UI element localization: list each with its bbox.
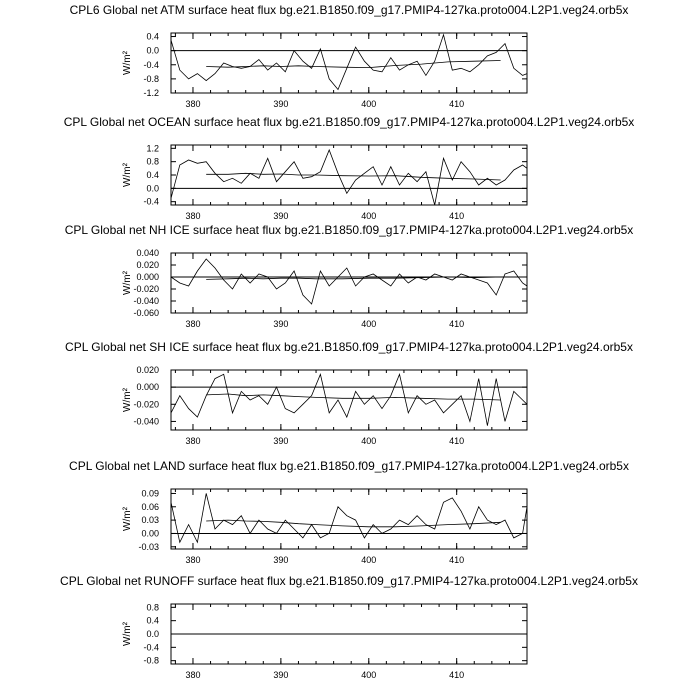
chart-panel [69,459,629,565]
x-tick-label: 390 [273,319,289,329]
x-tick-label: 390 [273,99,289,109]
y-axis-label: W/m² [122,388,133,412]
y-tick-label: -0.040 [133,416,159,427]
y-tick-label: 0.4 [146,31,159,42]
y-axis-label: W/m² [122,622,133,646]
chart-title: CPL Global net NH ICE surface heat flux bg.e21.B1850.f09_g17.PMIP4-127ka.proto004.L2P1.veg24.orb5x [64,223,634,237]
x-tick-label: 410 [449,670,465,680]
series-line [171,374,527,425]
y-tick-label: 0.020 [136,260,159,270]
y-tick-label: 0.8 [146,156,159,167]
y-tick-label: 0.03 [141,515,159,526]
x-tick-label: 410 [449,555,465,565]
series-line [171,150,527,205]
y-tick-label: -1.2 [143,88,159,98]
x-tick-label: 410 [449,319,465,329]
x-tick-label: 390 [273,670,289,680]
y-tick-label: -0.8 [143,73,159,84]
y-tick-label: 0.06 [141,501,159,512]
plot-frame [171,145,527,205]
x-tick-label: 410 [449,99,465,109]
x-tick-label: 400 [361,555,377,565]
x-tick-label: 400 [361,670,377,680]
chart-title: CPL Global net RUNOFF surface heat flux bg.e21.B1850.f09_g17.PMIP4-127ka.proto004.L2P1.veg24.orb5x [60,574,638,588]
series-line [171,35,527,90]
y-tick-label: -0.020 [133,399,159,410]
y-axis-label: W/m² [122,51,133,75]
series-line [206,61,500,68]
x-tick-label: 380 [185,555,201,565]
y-tick-label: 0.00 [141,528,159,539]
y-tick-label: -0.060 [133,308,159,318]
y-axis-label: W/m² [122,271,133,295]
x-tick-label: 400 [361,99,377,109]
series-line [206,520,500,527]
x-tick-label: 390 [273,555,289,565]
chart-panel [65,340,633,446]
chart-panel [60,574,638,680]
series-line [171,493,527,542]
y-axis-label: W/m² [122,163,133,187]
x-tick-label: 400 [361,319,377,329]
chart-title: CPL Global net SH ICE surface heat flux bg.e21.B1850.f09_g17.PMIP4-127ka.proto004.L2P1.veg24.orb5x [65,340,633,354]
x-tick-label: 380 [185,436,201,446]
x-tick-label: 400 [361,436,377,446]
y-tick-label: 0.8 [146,602,159,613]
y-tick-label: -0.4 [143,642,159,653]
y-tick-label: 0.4 [146,170,159,180]
plot-frame [171,253,527,313]
x-tick-label: 390 [273,436,289,446]
y-axis-label: W/m² [122,507,133,531]
x-tick-label: 400 [361,211,377,221]
y-tick-label: -0.4 [143,59,159,70]
series-line [171,259,527,304]
y-tick-label: 0.020 [136,365,159,375]
y-tick-label: -0.020 [133,284,159,294]
x-tick-label: 410 [449,211,465,221]
y-tick-label: 0.040 [136,248,159,258]
x-tick-label: 380 [185,99,201,109]
y-tick-label: 0.09 [141,488,159,499]
y-tick-label: 0.000 [136,382,159,393]
y-tick-label: 0.4 [146,615,159,626]
chart-title: CPL Global net LAND surface heat flux bg.e21.B1850.f09_g17.PMIP4-127ka.proto004.L2P1.veg24.orb5x [69,459,629,473]
chart-panel [70,3,629,109]
y-tick-label: 1.2 [146,143,159,154]
x-tick-label: 390 [273,211,289,221]
series-line [206,173,500,180]
y-tick-label: 0.0 [146,629,159,639]
y-tick-label: 0.0 [146,183,159,194]
y-tick-label: -0.8 [143,655,159,666]
y-tick-label: -0.03 [138,541,159,552]
y-tick-label: 0.0 [146,45,159,56]
y-tick-label: -0.040 [133,296,159,306]
y-tick-label: 0.000 [136,272,159,282]
x-tick-label: 380 [185,670,201,680]
chart-panel [65,223,634,329]
chart-title: CPL Global net OCEAN surface heat flux bg.e21.B1850.f09_g17.PMIP4-127ka.proto004.L2P1.veg24.orb5x [63,115,635,129]
chart-title: CPL6 Global net ATM surface heat flux bg.e21.B1850.f09_g17.PMIP4-127ka.proto004.L2P1.veg24.orb5x [69,3,629,17]
x-tick-label: 380 [185,211,201,221]
chart-panel [64,115,635,221]
x-tick-label: 380 [185,319,201,329]
x-tick-label: 410 [449,436,465,446]
y-tick-label: -0.4 [143,196,159,207]
